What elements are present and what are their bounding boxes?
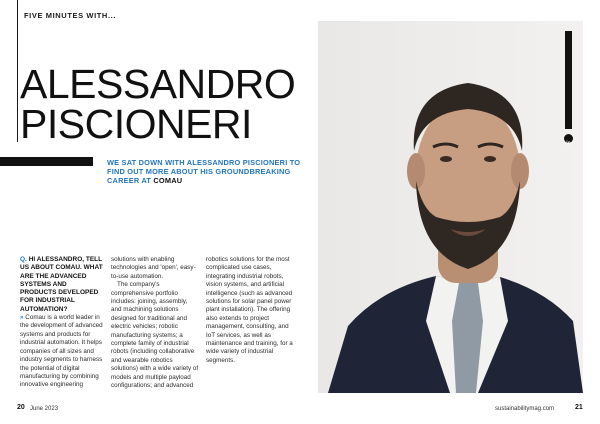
article-column-3 (206, 256, 296, 365)
article-column-2 (111, 256, 199, 391)
answer-text-2: The company's comprehensive portfolio includes: joining, assembly, and machining solutions designed for traditional and electric vehicles; robotic manufacturing systems; a complete family of industrial robots (including collaborative and wearable robotics solutions) with a wide variety of models and multiple payload configurations; and advanced (111, 281, 199, 390)
question-label: Q. (20, 256, 27, 263)
answer-marker: » (20, 314, 26, 322)
standfirst (107, 158, 312, 185)
issue-date: June 2023 (30, 406, 59, 412)
question-text: HI ALESSANDRO, TELL US ABOUT COMAU. WHAT ARE THE ADVANCED SYSTEMS AND PRODUCTS DEVELOPED FOR INDUSTRIAL AUTOMATION? (20, 256, 103, 313)
standfirst-text: WE SAT DOWN WITH ALESSANDRO PISCIONERI TO FIND OUT MORE ABOUT HIS GROUNDBREAKING CAREER AT (107, 158, 301, 185)
title-line-2: PISCIONERI (20, 101, 252, 147)
svg-text:in: in (566, 140, 571, 147)
answer-paragraph-cont (111, 256, 199, 281)
linkedin-icon[interactable] (564, 134, 573, 147)
standfirst-brand: COMAU (153, 176, 183, 185)
answer-text-cont: robotics solutions for the most complicated use cases, integrating industrial robots, vision systems, and artificial intelligence (such as advanced solutions for solar panel power plant installation). The offering also extends to project management, consulting, and IoT services, as well as maintenance and training, for a wide variety of industrial segments. (206, 256, 293, 364)
site-url[interactable]: sustainabilitymag.com (495, 406, 555, 412)
title-accent-bar (0, 157, 93, 166)
section-kicker: FIVE MINUTES WITH... (24, 11, 116, 20)
answer-paragraph-cont (206, 256, 296, 365)
side-accent-bar (565, 31, 572, 129)
portrait-photo (318, 21, 583, 393)
answer-paragraph-2 (111, 281, 199, 390)
answer-paragraph (20, 314, 104, 390)
header-rule (17, 0, 18, 142)
article-title (20, 61, 296, 147)
answer-text: Comau is a world leader in the development of advanced systems and products for industrial automation. It helps companies of all sizes and industry segments to harness the potential of digital manufacturing by combining innovative engineering (20, 314, 103, 389)
title-line-1: ALESSANDRO (20, 61, 296, 107)
answer-text-cont: solutions with enabling technologies and 'open', easy-to-use automation. (111, 256, 196, 280)
right-page-number: 21 (575, 404, 583, 411)
article-column-1 (20, 256, 104, 390)
left-page-number: 20 (17, 404, 25, 411)
interview-question (20, 256, 104, 314)
